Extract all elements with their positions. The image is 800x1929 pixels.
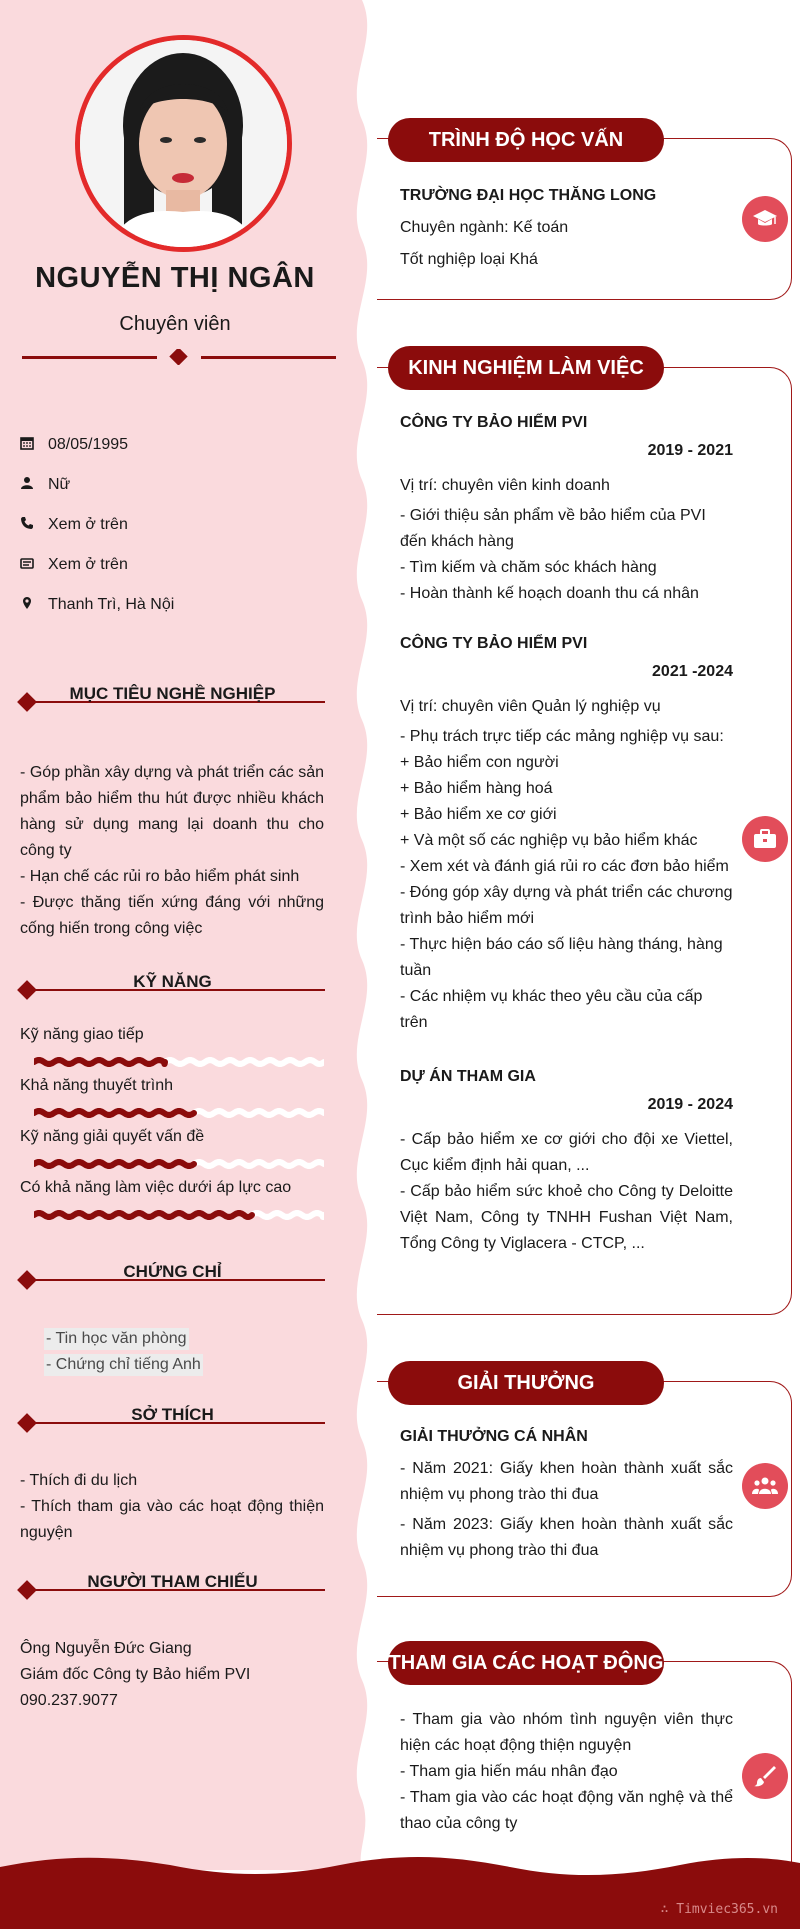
skill-bar-fill — [34, 1162, 194, 1166]
activities-text: - Tham gia vào nhóm tình nguyện viên thực hiện các hoạt động thiện nguyện - Tham gia hiến máu nhân đạo - Tham gia vào các hoạt động văn nghệ và thể thao của công ty — [400, 1711, 733, 1832]
certificates-heading: CHỨNG CHỈ — [20, 1262, 325, 1286]
skill-bar — [34, 1210, 324, 1220]
skill-label: Kỹ năng giải quyết vấn đề — [20, 1128, 205, 1145]
candidate-title: Chuyên viên — [119, 313, 231, 335]
awards-text: - Năm 2021: Giấy khen hoàn thành xuất sắc nhiệm vụ phong trào thi đua - Năm 2023: Giấy khen hoàn thành xuất sắc nhiệm vụ phong trào thi đua — [400, 1460, 733, 1559]
job-period: 2021 -2024 — [652, 663, 733, 680]
person-icon — [20, 476, 48, 494]
phone-icon — [20, 516, 48, 534]
references-text: Ông Nguyễn Đức Giang Giám đốc Công ty Bảo hiểm PVI 090.237.9077 — [20, 1640, 251, 1709]
job-period: 2019 - 2021 — [647, 442, 733, 459]
left-column — [0, 0, 372, 1929]
job-company: CÔNG TY BẢO HIỂM PVI — [400, 635, 588, 652]
contact-email: Xem ở trên — [20, 556, 340, 574]
hobbies-text: - Thích đi du lịch - Thích tham gia vào các hoạt động thiện nguyện — [20, 1472, 324, 1541]
location-pin-icon — [20, 596, 48, 614]
education-heading: TRÌNH ĐỘ HỌC VẤN — [388, 118, 664, 162]
skill-bar-remaining — [194, 1111, 324, 1115]
education-major: Chuyên ngành: Kế toán — [400, 219, 569, 236]
contact-birthday: 08/05/1995 — [20, 436, 340, 454]
skill-bar — [34, 1108, 324, 1118]
education-school: TRƯỜNG ĐẠI HỌC THĂNG LONG — [400, 187, 657, 204]
briefcase-icon — [742, 816, 788, 862]
job-tasks: - Phụ trách trực tiếp các mảng nghiệp vụ sau: + Bảo hiểm con người + Bảo hiểm hàng hoá + Bảo hiểm xe cơ giới + Và một số các nghiệp vụ bảo hiểm khác - Xem xét và đánh giá rủi ro các đơn bảo hiểm - Đóng góp xây dựng và phát triển các chương trình bảo hiểm mới - Thực hiện báo cáo số liệu hàng tháng, hàng tuần - Các nhiệm vụ khác theo yêu cầu của cấp trên — [400, 728, 733, 1031]
education-grade: Tốt nghiệp loại Khá — [400, 251, 538, 268]
activities-heading: THAM GIA CÁC HOẠT ĐỘNG — [388, 1641, 664, 1685]
name-divider — [22, 349, 336, 365]
skill-bar-remaining — [194, 1162, 324, 1166]
graduation-cap-icon — [742, 196, 788, 242]
candidate-name: NGUYỄN THỊ NGÂN — [35, 262, 315, 294]
awards-heading: GIẢI THƯỞNG — [388, 1361, 664, 1405]
footer-wave — [0, 1855, 800, 1929]
skill-bar-remaining — [252, 1213, 324, 1217]
contact-gender: Nữ — [20, 476, 340, 494]
job-company: CÔNG TY BẢO HIỂM PVI — [400, 414, 588, 431]
skill-bar — [34, 1159, 324, 1169]
skill-bar — [34, 1057, 324, 1067]
calendar-icon — [20, 436, 48, 454]
project-text: - Cấp bảo hiểm xe cơ giới cho đội xe Viettel, Cục kiểm định hải quan, ... - Cấp bảo hiểm sức khoẻ cho Công ty Deloitte Việt Nam, Công ty TNHH Fushan Việt Nam, Tổng Công ty Viglacera - CTCP, ... — [400, 1131, 733, 1252]
profile-photo — [75, 35, 292, 252]
job-position: Vị trí: chuyên viên Quản lý nghiệp vụ — [400, 698, 661, 715]
email-icon — [20, 556, 48, 574]
skill-label: Kỹ năng giao tiếp — [20, 1026, 144, 1043]
awards-subheading: GIẢI THƯỞNG CÁ NHÂN — [400, 1428, 588, 1445]
skill-label: Khả năng thuyết trình — [20, 1077, 173, 1094]
certificate-item: - Chứng chỉ tiếng Anh — [44, 1354, 203, 1376]
skills-heading: KỸ NĂNG — [20, 972, 325, 996]
job-tasks: - Giới thiệu sản phẩm về bảo hiểm của PVI đến khách hàng - Tìm kiếm và chăm sóc khách hàng - Hoàn thành kế hoạch doanh thu cá nhân — [400, 507, 706, 602]
certificate-item: - Tin học văn phòng — [44, 1328, 189, 1350]
experience-heading: KINH NGHIỆM LÀM VIỆC — [388, 346, 664, 390]
skill-bar-remaining — [165, 1060, 324, 1064]
objective-heading: MỤC TIÊU NGHỀ NGHIỆP — [20, 684, 325, 708]
project-heading: DỰ ÁN THAM GIA — [400, 1068, 536, 1085]
paintbrush-icon — [742, 1753, 788, 1799]
contact-phone: Xem ở trên — [20, 516, 340, 534]
skill-label: Có khả năng làm việc dưới áp lực cao — [20, 1179, 292, 1196]
skill-bar-fill — [34, 1111, 194, 1115]
skill-bar-fill — [34, 1213, 252, 1217]
project-period: 2019 - 2024 — [647, 1096, 733, 1113]
watermark: ∴ Timviec365.vn — [660, 1902, 778, 1917]
contact-address: Thanh Trì, Hà Nội — [20, 596, 340, 614]
group-icon — [742, 1463, 788, 1509]
skill-bar-fill — [34, 1060, 165, 1064]
job-position: Vị trí: chuyên viên kinh doanh — [400, 477, 610, 494]
hobbies-heading: SỞ THÍCH — [20, 1405, 325, 1429]
references-heading: NGƯỜI THAM CHIẾU — [20, 1572, 325, 1596]
objective-text: - Góp phần xây dựng và phát triển các sản phẩm bảo hiểm thu hút được nhiều khách hàng sử dụng mang lại doanh thu cho công ty - Hạn chế các rủi ro bảo hiểm phát sinh - Được thăng tiến xứng đáng với những cống hiến trong công việc — [20, 764, 324, 937]
